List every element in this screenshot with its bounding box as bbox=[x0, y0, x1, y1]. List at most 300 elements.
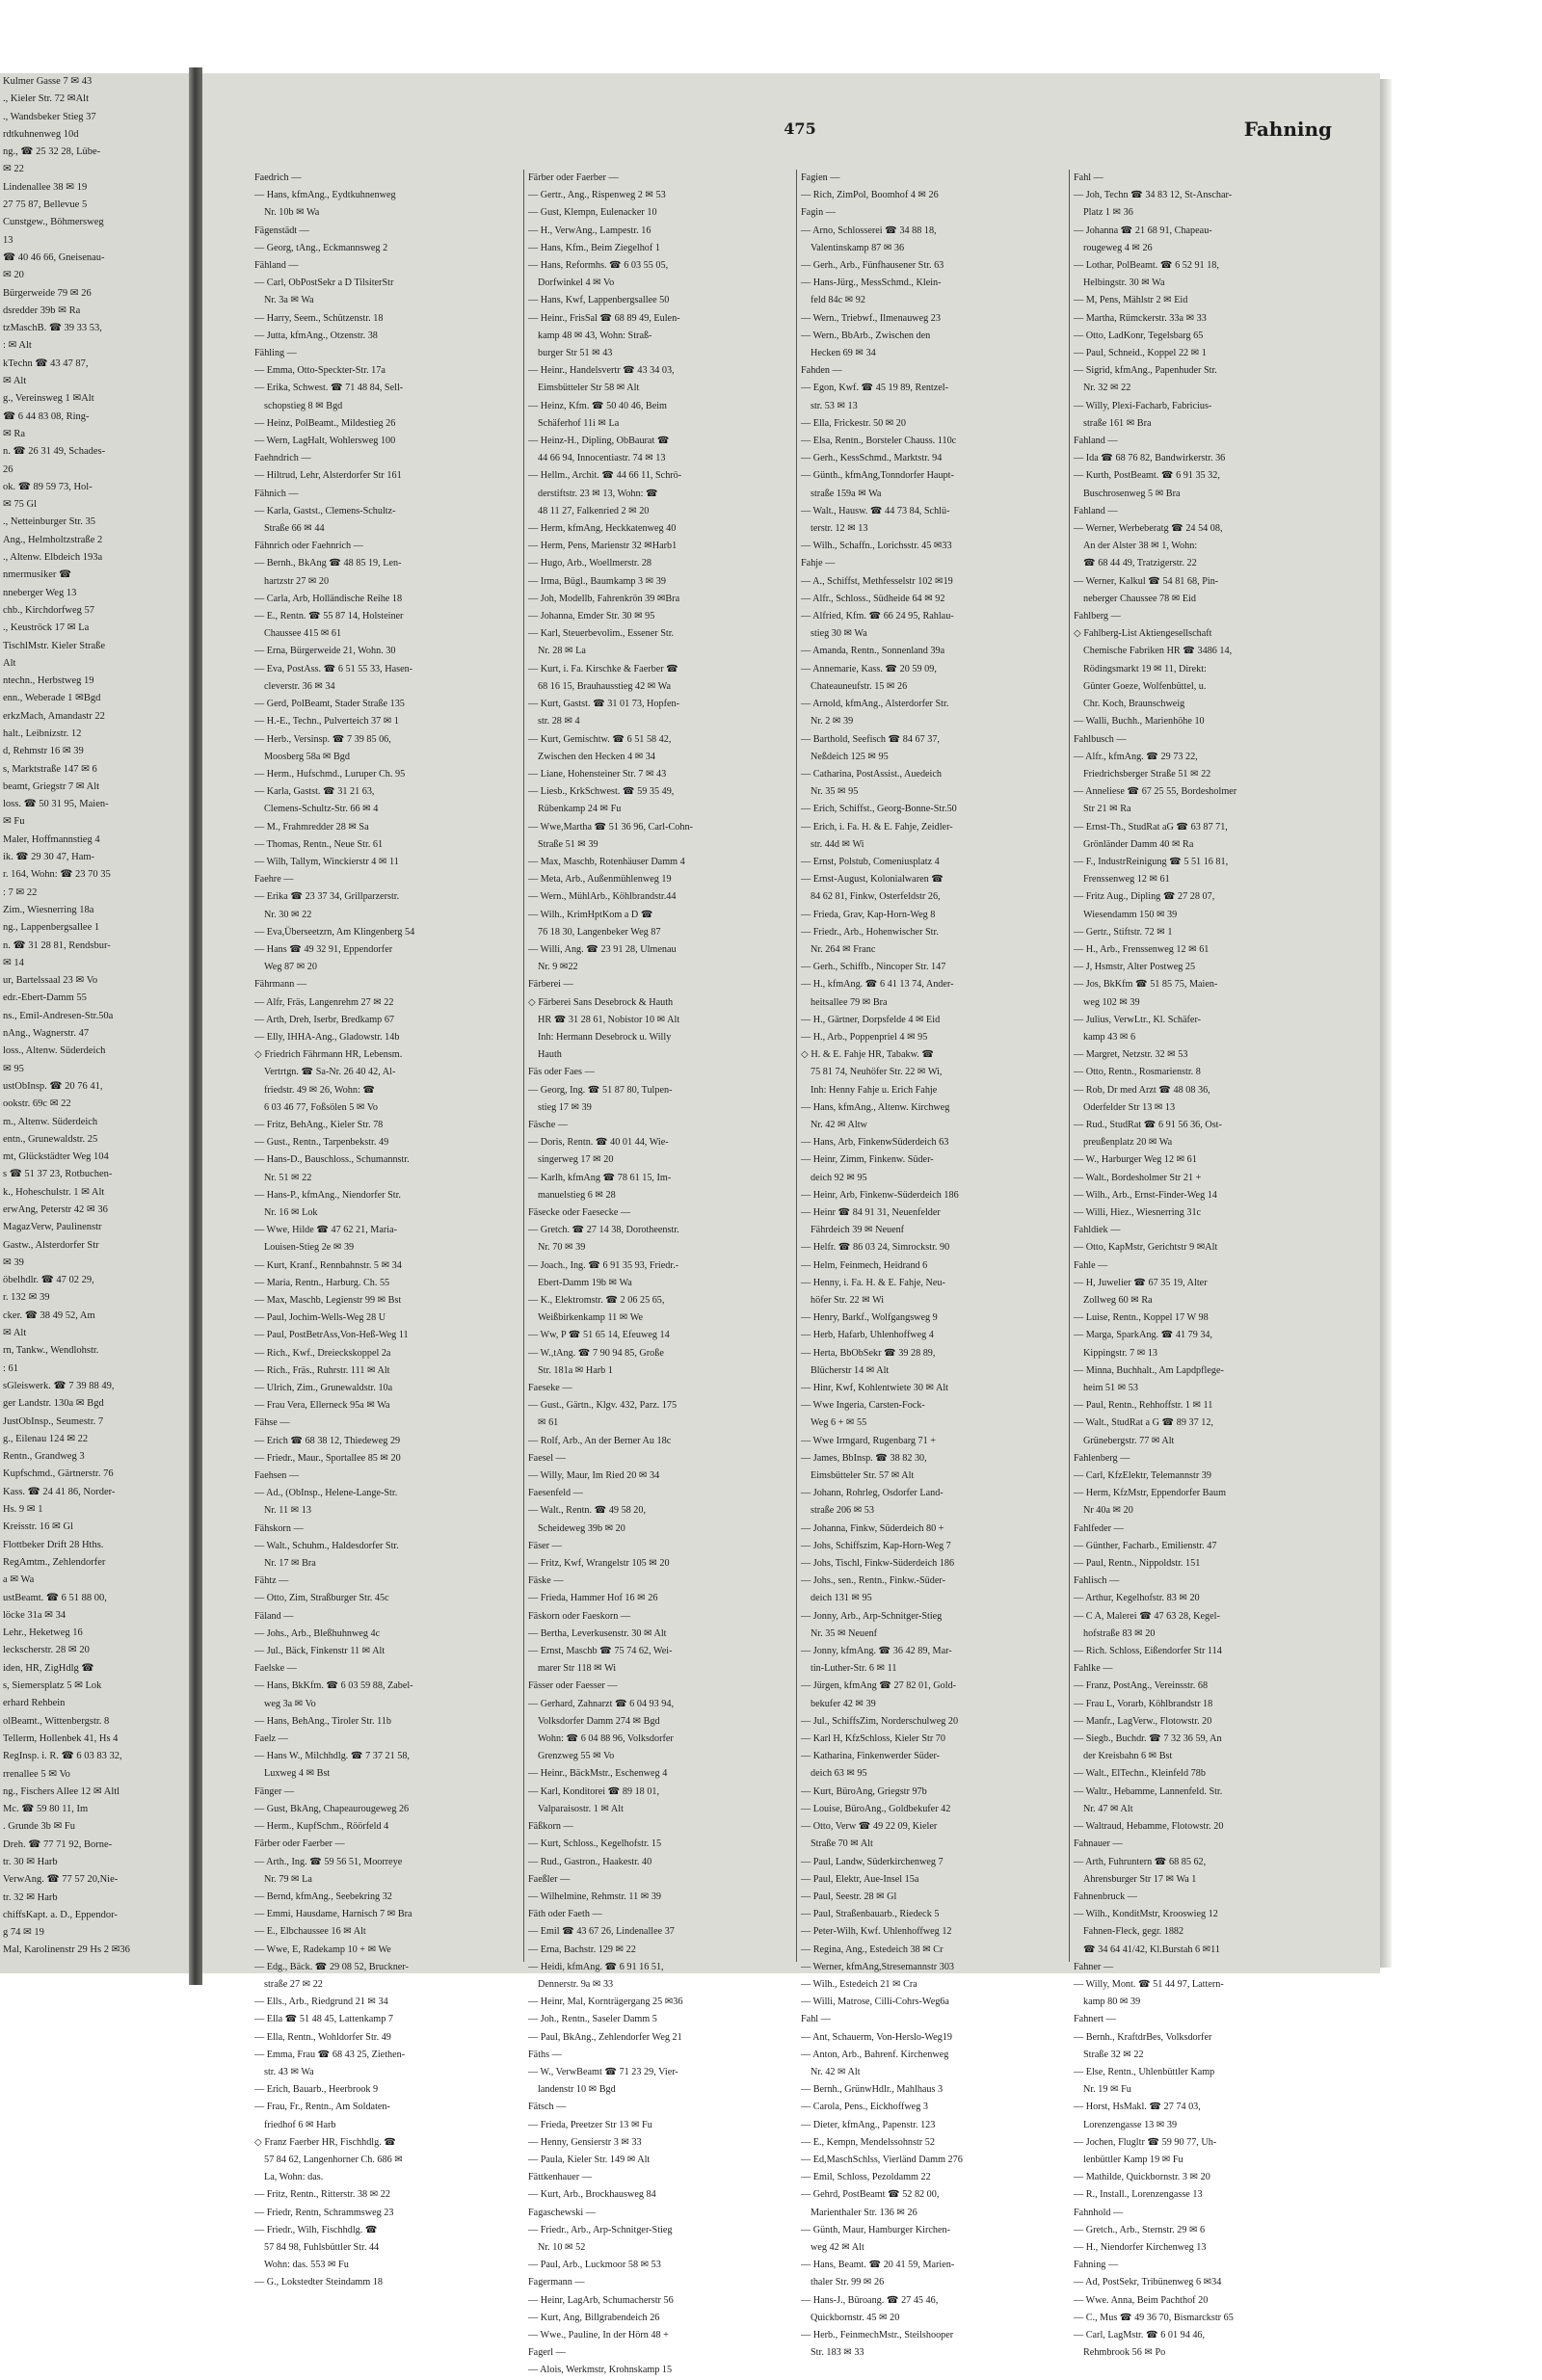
surname-heading: Faeseke — bbox=[528, 1383, 572, 1394]
directory-entry: Fahnen-Fleck, gegr. 1882 bbox=[1083, 1926, 1184, 1938]
directory-entry: Helbingstr. 30 ✉ Wa bbox=[1083, 278, 1165, 289]
directory-entry: schopstieg 8 ✉ Bgd bbox=[264, 400, 343, 411]
directory-entry: Nr. 16 ✉ Lok bbox=[264, 1206, 318, 1218]
directory-entry: — Herb., FeinmechMstr., Steilshooper bbox=[801, 2329, 954, 2340]
left-page-line: Lehr., Heketweg 16 bbox=[3, 1627, 83, 1639]
directory-entry: Str 21 ✉ Ra bbox=[1083, 804, 1131, 815]
surname-heading: Fährmann — bbox=[254, 979, 307, 991]
directory-entry: Nr. 17 ✉ Bra bbox=[264, 1558, 316, 1570]
directory-entry: ◇ Fahlberg-List Aktiengesellschaft bbox=[1074, 628, 1212, 640]
directory-entry: — Joh, Modellb, Fahrenkrön 39 ✉Bra bbox=[528, 593, 680, 604]
directory-entry: Blücherstr 14 ✉ Alt bbox=[811, 1364, 890, 1376]
directory-entry: — H., Arb., Frenssenweg 12 ✉ 61 bbox=[1074, 943, 1210, 955]
directory-entry: str. 43 ✉ Wa bbox=[264, 2066, 314, 2077]
surname-heading: Färber oder Faerber — bbox=[254, 1838, 345, 1850]
directory-entry: — Sigrid, kfmAng., Papenhuder Str. bbox=[1074, 365, 1217, 377]
directory-entry: — Jos, BkKfm ☎ 51 85 75, Maien- bbox=[1074, 979, 1218, 991]
directory-entry: Grünebergstr. 77 ✉ Alt bbox=[1083, 1435, 1175, 1446]
directory-entry: — E., Elbchaussee 16 ✉ Alt bbox=[254, 1926, 366, 1938]
directory-entry: — Waltraud, Hebamme, Flotowstr. 20 bbox=[1074, 1821, 1224, 1833]
directory-entry: — Johs., sen., Rentn., Finkw.-Süder- bbox=[801, 1575, 945, 1587]
directory-entry: — Jonny, Arb., Arp-Schnitger-Stieg bbox=[801, 1610, 943, 1622]
directory-entry: Wohn: ☎ 6 04 88 96, Volksdorfer bbox=[538, 1733, 674, 1745]
directory-entry: — Heinr., BäckMstr., Eschenweg 4 bbox=[528, 1768, 668, 1780]
directory-entry: manuelstieg 6 ✉ 28 bbox=[538, 1189, 616, 1201]
directory-entry: — Paul, Schneid., Koppel 22 ✉ 1 bbox=[1074, 348, 1207, 359]
directory-entry: — Paul, PostBetrAss,Von-Heß-Weg 11 bbox=[254, 1330, 409, 1341]
directory-entry: — Herta, BbObSekr ☎ 39 28 89, bbox=[801, 1347, 936, 1359]
directory-entry: — Ernst, Maschb ☎ 75 74 62, Wei- bbox=[528, 1646, 673, 1657]
left-page-line: ntechn., Herbstweg 19 bbox=[3, 675, 94, 687]
directory-entry: Oderfelder Str 13 ✉ 13 bbox=[1083, 1101, 1176, 1113]
directory-entry: — Carl, ObPostSekr a D TilsiterStr bbox=[254, 278, 394, 289]
directory-entry: — Edg., Bäck. ☎ 29 08 52, Bruckner- bbox=[254, 1961, 409, 1972]
left-page-line: leckscherstr. 28 ✉ 20 bbox=[3, 1645, 90, 1656]
directory-entry: — Jonny, kfmAng. ☎ 36 42 89, Mar- bbox=[801, 1646, 952, 1657]
surname-heading: Fäland — bbox=[254, 1610, 294, 1622]
directory-entry: — Wern., MühlArb., Köhlbrandstr.44 bbox=[528, 891, 677, 903]
left-page-line: Mal, Karolinenstr 29 Hs 2 ✉36 bbox=[3, 1944, 130, 1956]
directory-entry: — Paul, Elektr, Aue-Insel 15a bbox=[801, 1873, 919, 1885]
directory-entry: Nr. 2 ✉ 39 bbox=[811, 716, 854, 727]
directory-entry: — Herm, kfmAng, Heckkatenweg 40 bbox=[528, 523, 677, 535]
surname-heading: Fägenstädt — bbox=[254, 225, 309, 236]
directory-entry: Nr. 51 ✉ 22 bbox=[264, 1172, 312, 1183]
directory-entry: — Arnold, kfmAng., Alsterdorfer Str. bbox=[801, 699, 949, 710]
directory-entry: — Arno, Schlosserei ☎ 34 88 18, bbox=[801, 225, 937, 236]
surname-heading: Fagien — bbox=[801, 172, 840, 183]
left-page-line: chb., Kirchdorfweg 57 bbox=[3, 604, 95, 616]
left-page-line: ☎ 6 44 83 08, Ring- bbox=[3, 410, 90, 422]
surname-heading: Fahl — bbox=[801, 2014, 831, 2025]
left-page-line: rrenallee 5 ✉ Vo bbox=[3, 1768, 70, 1780]
directory-entry: — Willy, Maur, Im Ried 20 ✉ 34 bbox=[528, 1470, 660, 1482]
directory-entry: ◇ Friedrich Fährmann HR, Lebensm. bbox=[254, 1049, 403, 1061]
directory-entry: — Hans ☎ 49 32 91, Eppendorfer bbox=[254, 943, 393, 955]
directory-entry: — Günth, Maur, Hamburger Kirchen- bbox=[801, 2224, 951, 2235]
directory-entry: — Hans-J., Büroang. ☎ 27 45 46, bbox=[801, 2294, 939, 2306]
directory-entry: — H., VerwAng., Lampestr. 16 bbox=[528, 225, 651, 236]
directory-entry: Ahrensburger Str 17 ✉ Wa 1 bbox=[1083, 1873, 1197, 1885]
directory-entry: kamp 48 ✉ 43, Wohn: Straß- bbox=[538, 330, 652, 341]
directory-entry: — Jul., SchiffsZim, Norderschulweg 20 bbox=[801, 1715, 959, 1727]
left-page-line: 13 bbox=[3, 234, 13, 246]
surname-heading: Fahner — bbox=[1074, 1961, 1114, 1972]
directory-entry: — C A, Malerei ☎ 47 63 28, Kegel- bbox=[1074, 1610, 1220, 1622]
directory-entry: — Liesb., KrkSchwest. ☎ 59 35 49, bbox=[528, 786, 675, 798]
left-page-line: ✉ Alt bbox=[3, 1328, 27, 1339]
left-page-line: ., Keuströck 17 ✉ La bbox=[3, 622, 90, 634]
directory-entry: — Georg, tAng., Eckmannsweg 2 bbox=[254, 242, 388, 253]
directory-entry: ☎ 34 64 41/42, Kl.Burstah 6 ✉11 bbox=[1083, 1944, 1220, 1955]
directory-entry: Chr. Koch, Braunschweig bbox=[1083, 699, 1185, 710]
directory-entry: Straße 70 ✉ Alt bbox=[811, 1838, 873, 1850]
surname-heading: Fahland — bbox=[1074, 436, 1118, 447]
left-page-line: d, Rehmstr 16 ✉ 39 bbox=[3, 746, 84, 757]
directory-entry: — Wwe, Hilde ☎ 47 62 21, Maria- bbox=[254, 1225, 398, 1236]
directory-entry: — M., Frahmredder 28 ✉ Sa bbox=[254, 821, 369, 833]
directory-entry: — Ad, PostSekr, Tribünenweg 6 ✉34 bbox=[1074, 2277, 1222, 2288]
directory-entry: — Johanna, Finkw, Süderdeich 80 + bbox=[801, 1522, 944, 1534]
directory-entry: — Bernh., BkAng ☎ 48 85 19, Len- bbox=[254, 558, 402, 569]
directory-entry: Günter Goeze, Wolfenbüttel, u. bbox=[1083, 680, 1207, 692]
directory-entry: — Bernd, kfmAng., Seebekring 32 bbox=[254, 1891, 392, 1902]
directory-entry: — Lothar, PolBeamt. ☎ 6 52 91 18, bbox=[1074, 260, 1219, 272]
left-page-line: enn., Weberade 1 ✉Bgd bbox=[3, 693, 101, 704]
left-page-line: m., Altenw. Süderdeich bbox=[3, 1116, 98, 1127]
directory-entry: — H, Juwelier ☎ 67 35 19, Alter bbox=[1074, 1277, 1208, 1288]
left-page-fragment bbox=[0, 73, 189, 1973]
directory-entry: — Gust., Gärtn., Klgv. 432, Parz. 175 bbox=[528, 1400, 678, 1412]
directory-entry: — Heinr, Arb, Finkenw-Süderdeich 186 bbox=[801, 1189, 959, 1201]
directory-entry: höfer Str. 22 ✉ Wi bbox=[811, 1295, 885, 1306]
directory-entry: — H., Arb., Poppenpriel 4 ✉ 95 bbox=[801, 1031, 928, 1043]
directory-entry: — Paul, Straßenbauarb., Riedeck 5 bbox=[801, 1909, 940, 1920]
directory-entry: — Fritz, Rentn., Ritterstr. 38 ✉ 22 bbox=[254, 2189, 390, 2201]
directory-entry: Nr. 264 ✉ Franc bbox=[811, 943, 876, 955]
directory-entry: — Willi, Matrose, Cilli-Cohrs-Weg6a bbox=[801, 1997, 949, 2008]
left-page-line: g., Eilenau 124 ✉ 22 bbox=[3, 1433, 89, 1444]
directory-entry: — Catharina, PostAssist., Auedeich bbox=[801, 768, 943, 780]
directory-entry: — Joh, Techn ☎ 34 83 12, St-Anschar- bbox=[1074, 190, 1233, 201]
directory-entry: — Wilh., Arb., Ernst-Finder-Weg 14 bbox=[1074, 1189, 1217, 1201]
surname-heading: Fahlenberg — bbox=[1074, 1452, 1130, 1464]
left-page-line: erhard Rehbein bbox=[3, 1698, 66, 1709]
left-page-line: ✉ 14 bbox=[3, 957, 24, 968]
directory-entry: Nr. 3a ✉ Wa bbox=[264, 295, 314, 306]
directory-entry: — Kurt, Arb., Brockhausweg 84 bbox=[528, 2189, 656, 2201]
directory-entry: — H., Gärtner, Dorpsfelde 4 ✉ Eid bbox=[801, 1014, 941, 1025]
surname-heading: Fäsche — bbox=[528, 1119, 569, 1130]
directory-entry: — Paul, Rentn., Rehhoffstr. 1 ✉ 11 bbox=[1074, 1400, 1213, 1412]
directory-entry: Nr. 32 ✉ 22 bbox=[1083, 383, 1131, 394]
directory-entry: — Willi, Hiez., Wiesnerring 31c bbox=[1074, 1206, 1202, 1218]
directory-entry: Volksdorfer Damm 274 ✉ Bgd bbox=[538, 1715, 660, 1727]
left-page-line: löcke 31a ✉ 34 bbox=[3, 1609, 66, 1621]
directory-entry: bekufer 42 ✉ 39 bbox=[811, 1698, 876, 1709]
directory-entry: — Ernst, Polstub, Comeniusplatz 4 bbox=[801, 856, 940, 867]
left-page-line: Ang., Helmholtzstraße 2 bbox=[3, 534, 103, 545]
directory-entry: — Gerh., Schiffb., Nincoper Str. 147 bbox=[801, 962, 946, 973]
page-edge bbox=[1380, 79, 1392, 1968]
surname-heading: Fahldiek — bbox=[1074, 1225, 1121, 1236]
directory-entry: — Frau L, Vorarb, Köhlbrandstr 18 bbox=[1074, 1698, 1213, 1709]
directory-entry: — Werner, kfmAng,Stresemannstr 303 bbox=[801, 1961, 955, 1972]
directory-entry: — Rob, Dr med Arzt ☎ 48 08 36, bbox=[1074, 1084, 1210, 1096]
directory-entry: — Karla, Gastst., Clemens-Schultz- bbox=[254, 505, 396, 516]
directory-entry: Wiesendamm 150 ✉ 39 bbox=[1083, 909, 1178, 920]
directory-entry: — Elly, IHHA-Ang., Gladowstr. 14b bbox=[254, 1031, 400, 1043]
directory-entry: Nr. 47 ✉ Alt bbox=[1083, 1803, 1133, 1814]
directory-entry: — Minna, Buchhalt., Am Lapdpflege- bbox=[1074, 1364, 1224, 1376]
directory-entry: — Hans, Kwf, Lappenbergsallee 50 bbox=[528, 295, 670, 306]
directory-entry: — Dieter, kfmAng., Papenstr. 123 bbox=[801, 2119, 936, 2130]
left-page-line: ☎ 40 46 66, Gneisenau- bbox=[3, 251, 105, 263]
directory-entry: tin-Luther-Str. 6 ✉ 11 bbox=[811, 1663, 897, 1675]
directory-entry: Hecken 69 ✉ 34 bbox=[811, 348, 876, 359]
directory-entry: — Wwe. Anna, Beim Pachthof 20 bbox=[1074, 2294, 1209, 2306]
directory-entry: — Doris, Rentn. ☎ 40 01 44, Wie- bbox=[528, 1137, 669, 1149]
directory-entry: straße 206 ✉ 53 bbox=[811, 1505, 874, 1517]
directory-entry: — Anneliese ☎ 67 25 55, Bordesholmer bbox=[1074, 786, 1237, 798]
directory-entry: An der Alster 38 ✉ 1, Wohn: bbox=[1083, 541, 1198, 552]
directory-entry: Rübenkamp 24 ✉ Fu bbox=[538, 804, 622, 815]
directory-entry: — K., Elektromstr. ☎ 2 06 25 65, bbox=[528, 1295, 665, 1306]
directory-entry: Chaussee 415 ✉ 61 bbox=[264, 628, 342, 640]
directory-entry: — Erna, Bachstr. 129 ✉ 22 bbox=[528, 1944, 636, 1955]
left-page-line: s, Marktstraße 147 ✉ 6 bbox=[3, 763, 97, 775]
surname-heading: Fäths — bbox=[528, 2049, 562, 2060]
surname-heading: Fähskorn — bbox=[254, 1522, 304, 1534]
directory-entry: — Walt., StudRat a G ☎ 89 37 12, bbox=[1074, 1417, 1213, 1429]
directory-entry: — Heinr., Handelsvertr ☎ 43 34 03, bbox=[528, 365, 675, 377]
directory-entry: Grönländer Damm 40 ✉ Ra bbox=[1083, 838, 1194, 850]
surname-heading: Fagermann — bbox=[528, 2277, 585, 2288]
directory-entry: Zollweg 60 ✉ Ra bbox=[1083, 1295, 1153, 1306]
directory-entry: Friedrichsberger Straße 51 ✉ 22 bbox=[1083, 768, 1211, 780]
directory-entry: — Hans-D., Bauschloss., Schumannstr. bbox=[254, 1154, 410, 1166]
directory-entry: cleverstr. 36 ✉ 34 bbox=[264, 680, 335, 692]
directory-entry: weg 3a ✉ Vo bbox=[264, 1698, 316, 1709]
directory-entry: — Herb., Versinsp. ☎ 7 39 85 06, bbox=[254, 733, 391, 745]
left-page-line: k., Hoheschulstr. 1 ✉ Alt bbox=[3, 1186, 105, 1198]
surname-heading: Fäser — bbox=[528, 1540, 562, 1551]
directory-entry: — Henry, Barkf., Wolfgangsweg 9 bbox=[801, 1312, 938, 1324]
directory-entry: — Walt., Schuhm., Haldesdorfer Str. bbox=[254, 1540, 399, 1551]
directory-entry: — H., kfmAng. ☎ 6 41 13 74, Ander- bbox=[801, 979, 954, 991]
directory-entry: Chateauneufstr. 15 ✉ 26 bbox=[811, 680, 908, 692]
surname-heading: Färberei — bbox=[528, 979, 573, 991]
directory-entry: friedstr. 49 ✉ 26, Wohn: ☎ bbox=[264, 1084, 376, 1096]
directory-column-2 bbox=[523, 170, 796, 2376]
directory-entry: — Hiltrud, Lehr, Alsterdorfer Str 161 bbox=[254, 470, 402, 482]
surname-heading: Fäs oder Faes — bbox=[528, 1067, 595, 1078]
directory-entry: — Kurt, Ang, Billgrabendeich 26 bbox=[528, 2312, 660, 2323]
left-page-line: rn, Tankw., Wendlohstr. bbox=[3, 1345, 99, 1357]
left-page-line: Tellerm, Hollenbek 41, Hs 4 bbox=[3, 1732, 119, 1744]
left-page-line: ., Altenw. Elbdeich 193a bbox=[3, 552, 103, 564]
left-page-line: s ☎ 51 37 23, Rotbuchen- bbox=[3, 1169, 113, 1180]
directory-entry: 57 84 62, Langenhorner Ch. 686 ✉ bbox=[264, 2154, 403, 2165]
left-page-line: a ✉ Wa bbox=[3, 1574, 35, 1586]
directory-entry: — E., Rentn. ☎ 55 87 14, Holsteiner bbox=[254, 611, 404, 622]
directory-entry: — Rolf, Arb., An der Berner Au 18c bbox=[528, 1435, 672, 1446]
directory-entry: — Johanna ☎ 21 68 91, Chapeau- bbox=[1074, 225, 1212, 236]
surname-heading: Fahnert — bbox=[1074, 2014, 1116, 2025]
surname-heading: Fähnich — bbox=[254, 488, 299, 499]
directory-entry: lenbüttler Kamp 19 ✉ Fu bbox=[1083, 2154, 1183, 2165]
directory-entry: — Margret, Netzstr. 32 ✉ 53 bbox=[1074, 1049, 1188, 1061]
surname-heading: Fäskorn oder Faeskorn — bbox=[528, 1610, 631, 1622]
directory-entry: — Rich., Fräs., Ruhrstr. 111 ✉ Alt bbox=[254, 1364, 390, 1376]
left-page-line: ✉ Fu bbox=[3, 816, 25, 828]
directory-entry: — Emma, Frau ☎ 68 43 25, Ziethen- bbox=[254, 2049, 406, 2060]
directory-entry: Valentinskamp 87 ✉ 36 bbox=[811, 242, 905, 253]
directory-entry: burger Str 51 ✉ 43 bbox=[538, 348, 613, 359]
left-page-line: ok. ☎ 89 59 73, Hol- bbox=[3, 481, 93, 492]
left-page-line: ✉ 20 bbox=[3, 270, 24, 281]
directory-entry: — Wilh, Tallym, Winckierstr 4 ✉ 11 bbox=[254, 856, 399, 867]
directory-entry: — Karla, Gastst. ☎ 31 21 63, bbox=[254, 786, 375, 798]
directory-entry: — W., Harburger Weg 12 ✉ 61 bbox=[1074, 1154, 1197, 1166]
surname-heading: Faeßler — bbox=[528, 1873, 571, 1885]
left-page-line: . Grunde 3b ✉ Fu bbox=[3, 1821, 76, 1833]
surname-heading: Fäth oder Faeth — bbox=[528, 1909, 602, 1920]
surname-heading: Fahning — bbox=[1074, 2260, 1119, 2271]
directory-entry: — Franz, PostAng., Vereinsstr. 68 bbox=[1074, 1680, 1209, 1692]
directory-entry: — Kurt, i. Fa. Kirschke & Faerber ☎ bbox=[528, 663, 678, 674]
directory-entry: 84 62 81, Finkw, Osterfeldstr 26, bbox=[811, 891, 941, 903]
directory-entry: — Wwe,Martha ☎ 51 36 96, Carl-Cohn- bbox=[528, 821, 693, 833]
directory-entry: — Mathilde, Quickbornstr. 3 ✉ 20 bbox=[1074, 2172, 1210, 2183]
surname-heading: Fähland — bbox=[254, 260, 299, 272]
directory-entry: Zwischen den Hecken 4 ✉ 34 bbox=[538, 751, 655, 762]
directory-entry: — Kurth, PostBeamt. ☎ 6 91 35 32, bbox=[1074, 470, 1220, 482]
directory-entry: — Emil, Schloss, Pezoldamm 22 bbox=[801, 2172, 931, 2183]
directory-entry: neberger Chaussee 78 ✉ Eid bbox=[1083, 593, 1196, 604]
directory-entry: — Carl, KfzElektr, Telemannstr 39 bbox=[1074, 1470, 1211, 1482]
directory-entry: Weißbirkenkamp 11 ✉ We bbox=[538, 1312, 644, 1324]
left-page-line: Hs. 9 ✉ 1 bbox=[3, 1504, 43, 1516]
directory-entry: Luxweg 4 ✉ Bst bbox=[264, 1768, 331, 1780]
directory-entry: — Rud., StudRat ☎ 6 91 56 36, Ost- bbox=[1074, 1119, 1222, 1130]
directory-entry: Nr. 9 ✉22 bbox=[538, 962, 578, 973]
directory-entry: — Werner, Kalkul ☎ 54 81 68, Pin- bbox=[1074, 575, 1219, 587]
surname-heading: Fahje — bbox=[801, 558, 836, 569]
surname-heading: Fähling — bbox=[254, 348, 297, 359]
directory-entry: — C., Mus ☎ 49 36 70, Bismarckstr 65 bbox=[1074, 2312, 1234, 2323]
directory-entry: 57 84 98, Fuhlsbüttler Str. 44 bbox=[264, 2241, 380, 2253]
directory-entry: feld 84c ✉ 92 bbox=[811, 295, 865, 306]
left-page-line: ✉ 95 bbox=[3, 1063, 24, 1074]
surname-heading: Faehndrich — bbox=[254, 453, 311, 464]
surname-heading: Faedrich — bbox=[254, 172, 302, 183]
surname-heading: Faehsen — bbox=[254, 1470, 300, 1482]
directory-entry: Nr. 28 ✉ La bbox=[538, 646, 586, 657]
directory-entry: — Henny, Gensierstr 3 ✉ 33 bbox=[528, 2136, 642, 2148]
directory-entry: — Arth., Ing. ☎ 59 56 51, Moorreye bbox=[254, 1856, 403, 1867]
left-page-line: olBeamt., Wittenbergstr. 8 bbox=[3, 1715, 110, 1727]
directory-entry: — Egon, Kwf. ☎ 45 19 89, Rentzel- bbox=[801, 383, 949, 394]
left-page-line: ns., Emil-Andresen-Str.50a bbox=[3, 1010, 114, 1021]
directory-entry: singerweg 17 ✉ 20 bbox=[538, 1154, 614, 1166]
left-page-line: beamt, Griegstr 7 ✉ Alt bbox=[3, 780, 100, 792]
directory-column-1 bbox=[251, 170, 523, 2288]
directory-entry: — Heinr., FrisSal ☎ 68 89 49, Eulen- bbox=[528, 312, 680, 324]
directory-entry: — Willy, Plexi-Facharb, Fabricius- bbox=[1074, 400, 1212, 411]
left-page-line: RegInsp. i. R. ☎ 6 03 83 32, bbox=[3, 1751, 122, 1762]
directory-entry: Nr. 11 ✉ 13 bbox=[264, 1505, 311, 1517]
surname-heading: Fäske — bbox=[528, 1575, 564, 1587]
directory-entry: str. 28 ✉ 4 bbox=[538, 716, 580, 727]
directory-entry: — Eva,Überseetzrn, Am Klingenberg 54 bbox=[254, 926, 415, 938]
left-page-line: Bürgerweide 79 ✉ 26 bbox=[3, 287, 92, 299]
left-page-line: Alt bbox=[3, 657, 16, 669]
left-page-line: rdtkuhnenweg 10d bbox=[3, 128, 79, 140]
directory-entry: — Manfr., LagVerw., Flotowstr. 20 bbox=[1074, 1715, 1212, 1727]
directory-entry: — R., Install., Lorenzengasse 13 bbox=[1074, 2189, 1203, 2201]
left-page-line: g., Vereinsweg 1 ✉Alt bbox=[3, 393, 94, 405]
left-page-line: Flottbeker Drift 28 Hths. bbox=[3, 1539, 104, 1550]
directory-entry: str. 53 ✉ 13 bbox=[811, 400, 858, 411]
directory-entry: — Gehrd, PostBeamt ☎ 52 82 00, bbox=[801, 2189, 940, 2201]
directory-entry: — Jul., Bäck, Finkenstr 11 ✉ Alt bbox=[254, 1646, 386, 1657]
left-page-line: ger Landstr. 130a ✉ Bgd bbox=[3, 1398, 104, 1410]
directory-entry: — Kurt, Kranf., Rennbahnstr. 5 ✉ 34 bbox=[254, 1259, 402, 1271]
left-page-line: ., Kieler Str. 72 ✉Alt bbox=[3, 93, 89, 105]
directory-entry: — Wern., BbArb., Zwischen den bbox=[801, 330, 931, 341]
directory-entry: — Jochen, Flugltr ☎ 59 90 77, Uh- bbox=[1074, 2136, 1217, 2148]
surname-heading: Faelz — bbox=[254, 1733, 288, 1745]
left-page-line: s, Siemersplatz 5 ✉ Lok bbox=[3, 1680, 102, 1692]
directory-entry: Buschrosenweg 5 ✉ Bra bbox=[1083, 488, 1181, 499]
directory-entry: — Helm, Feinmech, Heidrand 6 bbox=[801, 1259, 928, 1271]
left-page-line: ng., Lappenbergsallee 1 bbox=[3, 922, 100, 934]
directory-entry: straße 159a ✉ Wa bbox=[811, 488, 882, 499]
left-page-line: ., Netteinburger Str. 35 bbox=[3, 516, 96, 528]
directory-entry: deich 63 ✉ 95 bbox=[811, 1768, 867, 1780]
directory-entry: Str. 183 ✉ 33 bbox=[811, 2347, 864, 2359]
surname-heading: Fagin — bbox=[801, 207, 836, 219]
left-page-line: Rentn., Grandweg 3 bbox=[3, 1451, 85, 1463]
surname-heading: Fagerl — bbox=[528, 2347, 566, 2359]
left-page-line: VerwAng. ☎ 77 57 20,Nie- bbox=[3, 1874, 119, 1886]
directory-entry: — Ella ☎ 51 48 45, Lattenkamp 7 bbox=[254, 2014, 393, 2025]
directory-entry: — Heidi, kfmAng. ☎ 6 91 16 51, bbox=[528, 1961, 664, 1972]
surname-heading: Fagaschewski — bbox=[528, 2207, 596, 2218]
directory-entry: — Gerh., Arb., Fünfhausener Str. 63 bbox=[801, 260, 944, 272]
left-page-line: ., Wandsbeker Stieg 37 bbox=[3, 111, 96, 122]
directory-entry: heitsallee 79 ✉ Bra bbox=[811, 996, 888, 1008]
directory-entry: Eimsbütteler Str 58 ✉ Alt bbox=[538, 383, 640, 394]
directory-entry: — Kurt, Gemischtw. ☎ 6 51 58 42, bbox=[528, 733, 672, 745]
directory-entry: — M, Pens, Mählstr 2 ✉ Eid bbox=[1074, 295, 1188, 306]
directory-entry: — Friedr, Rentn, Schrammsweg 23 bbox=[254, 2207, 394, 2218]
surname-heading: Fahnenbruck — bbox=[1074, 1891, 1137, 1902]
directory-entry: — Elsa, Rentn., Borsteler Chauss. 110c bbox=[801, 436, 957, 447]
directory-entry: heim 51 ✉ 53 bbox=[1083, 1383, 1138, 1394]
directory-entry: Quickbornstr. 45 ✉ 20 bbox=[811, 2312, 900, 2323]
directory-entry: preußenplatz 20 ✉ Wa bbox=[1083, 1137, 1173, 1149]
left-page-line: Kupfschmd., Gärtnerstr. 76 bbox=[3, 1468, 114, 1480]
left-page-line: mt, Glückstädter Weg 104 bbox=[3, 1151, 109, 1163]
directory-entry: — Willy, Mont. ☎ 51 44 97, Lattern- bbox=[1074, 1978, 1224, 1990]
surname-heading: Faesenfeld — bbox=[528, 1488, 583, 1499]
directory-entry: — Friedr., Wilh, Fischhdlg. ☎ bbox=[254, 2224, 378, 2235]
directory-entry: — Bernh., KraftdrBes, Volksdorfer bbox=[1074, 2031, 1212, 2043]
directory-entry: — Frieda, Hammer Hof 16 ✉ 26 bbox=[528, 1593, 658, 1604]
directory-entry: — Johann, Rohrleg, Osdorfer Land- bbox=[801, 1488, 944, 1499]
left-page-line: 27 75 87, Bellevue 5 bbox=[3, 199, 88, 211]
surname-heading: Fäsecke oder Faesecke — bbox=[528, 1206, 631, 1218]
left-page-line: Zim., Wiesnerring 18a bbox=[3, 904, 94, 915]
directory-entry: — W., VerwBeamt ☎ 71 23 29, Vier- bbox=[528, 2066, 678, 2077]
directory-entry: — Hans-P., kfmAng., Niendorfer Str. bbox=[254, 1189, 401, 1201]
left-page-line: Kass. ☎ 24 41 86, Norder- bbox=[3, 1486, 116, 1497]
directory-entry: 75 81 74, Neuhöfer Str. 22 ✉ Wi, bbox=[811, 1067, 943, 1078]
directory-entry: — Hans, Reformhs. ☎ 6 03 55 05, bbox=[528, 260, 669, 272]
left-page-line: Gastw., Alsterdorfer Str bbox=[3, 1239, 99, 1251]
directory-entry: — Johs, Schiffszim, Kap-Horn-Weg 7 bbox=[801, 1540, 951, 1551]
left-page-line: ustBeamt. ☎ 6 51 88 00, bbox=[3, 1592, 107, 1603]
directory-entry: — Ella, Frickestr. 50 ✉ 20 bbox=[801, 417, 906, 429]
directory-entry: — Ww, P ☎ 51 65 14, Efeuweg 14 bbox=[528, 1330, 670, 1341]
left-page-line: ustObInsp. ☎ 20 76 41, bbox=[3, 1080, 103, 1092]
left-page-line: ✉ Alt bbox=[3, 376, 27, 387]
directory-entry: — Alfried, Kfm. ☎ 66 24 95, Rahlau- bbox=[801, 611, 954, 622]
directory-entry: — Wwe, E, Radekamp 10 + ✉ We bbox=[254, 1944, 391, 1955]
directory-entry: ✉ 61 bbox=[538, 1417, 559, 1429]
